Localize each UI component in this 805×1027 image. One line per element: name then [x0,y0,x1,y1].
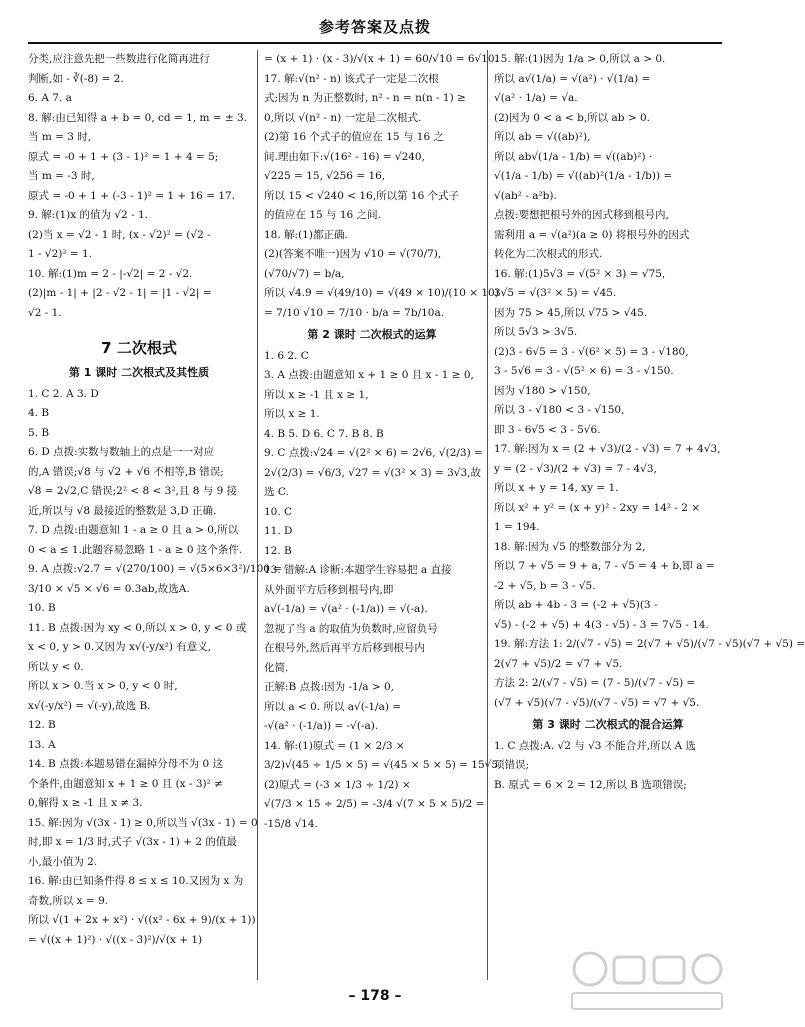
answer-line: √2 - 1. [28,306,62,319]
page-number: – 178 – [348,988,402,1004]
answer-line: 项错误; [494,759,530,771]
answer-line: 16. 解:由已知条件得 8 ≤ x ≤ 10.又因为 x 为 [28,875,244,887]
answer-line: 9. A 点拨:√2.7 = √(270/100) = √(5×6×3²)/100 = [28,563,283,575]
answer-line: 13. 错解:A 诊断:本题学生容易把 a 直接 [264,564,452,576]
answer-line: 所以 x² + y² = (x + y)² - 2xy = 14² - 2 × [494,501,701,514]
answer-line: 0 < a ≤ 1.此题容易忽略 1 - a ≥ 0 这个条件. [28,543,243,556]
page-header [0,10,750,42]
answer-line: 14. B 点拨:本题易错在漏掉分母不为 0 这 [28,758,223,770]
answer-line: (√70/√7) = b/a, [264,267,345,280]
answer-line: 8. 解:由已知得 a + b = 0, cd = 1, m = ± 3. [28,111,248,124]
answer-line: x < 0, y > 0.又因为 x√(-y/x²) 有意义, [28,641,212,653]
answer-line: 0,所以 √(n² - n) 一定是二次根式. [264,111,422,124]
answer-line: -√(a² · (-1/a)) = -√(-a). [264,720,379,732]
column-right [494,50,805,980]
answer-line: 2√(2/3) = √6/3, √27 = √(3² × 3) = 3√3,故 [264,466,482,479]
answer-line: 5. B [28,426,50,439]
answer-line: 当 m = -3 时, [28,170,95,182]
answer-line: = 7/10 √10 = 7/10 · b/a = 7b/10a. [264,306,445,319]
answer-line: 所以 ab + 4b - 3 = (-2 + √5)(3 - [494,599,658,611]
answer-line: 所以 3 - √180 < 3 - √150, [494,404,625,416]
lesson-heading: 第 1 课时 二次根式及其性质 [68,366,210,379]
answer-line: 9. 解:(1)x 的值为 √2 - 1. [28,209,148,221]
answer-line: 6. A 7. a [28,92,72,104]
answer-line: 17. 解:√(n² - n) 该式子一定是二次根 [264,72,439,85]
answer-line: 点拨:要想把根号外的因式移到根号内, [494,209,669,221]
answer-line: 0,解得 x ≥ -1 且 x ≠ 3. [28,797,143,809]
answer-line: 近,所以与 √8 最接近的整数是 3,D 正确. [28,504,217,517]
answer-line: a√(-1/a) = √(a² · (-1/a)) = √(-a). [264,603,428,615]
answer-line: 正解:B 点拨:因为 -1/a > 0, [264,681,394,693]
answer-line: √(ab² - a²b). [494,189,557,202]
answer-line: (2)|m - 1| + |2 - √2 - 1| = |1 - √2| = [28,287,212,299]
answer-line: 判断,如 - ∛(-8) = 2. [28,72,124,85]
watermark-logo [562,947,732,1017]
answer-line: 18. 解:因为 √5 的整数部分为 2, [494,540,646,553]
answer-line: -15/8 √14. [264,817,318,830]
answer-line: √8 = 2√2,C 错误;2² < 8 < 3²,且 8 与 9 接 [28,485,238,497]
answer-line: 在根号外,然后再平方后移到根号内 [264,642,425,654]
answer-line: 3√5 = √(3² × 5) = √45. [494,287,617,299]
answer-line: 10. B [28,602,56,614]
answer-line: 18. 解:(1)都正确. [264,228,348,241]
answer-line: 10. C [264,505,293,518]
answer-line: 所以 5√3 > 3√5. [494,326,578,338]
header-rule [28,42,722,44]
answer-line: 12. B [264,544,292,557]
answer-line: 7. D 点拨:由题意知 1 - a ≥ 0 且 a > 0,所以 [28,524,239,536]
answer-line: 忽视了当 a 的取值为负数时,应留负号 [264,622,438,635]
answer-line: 方法 2: 2/(√7 - √5) = (7 - 5)/(√7 - √5) = [494,677,696,689]
answer-line: 1 - √2)² = 1. [28,248,93,260]
answer-line: (2)3 - 6√5 = 3 - √(6² × 5) = 3 - √180, [494,345,689,358]
answer-line: √(7/3 × 15 ÷ 2/5) = -3/4 √(7 × 5 × 5)/2 = [264,798,485,810]
answer-line: 的,A 错误;√8 与 √2 + √6 不相等,B 错误; [28,465,224,478]
answer-line: (2)当 x = √2 - 1 时, (x - √2)² = (√2 - [28,228,211,241]
answer-line: 3/2)√(45 ÷ 1/5 × 5) = √(45 × 5 × 5) = 15√5. [264,759,502,771]
answer-line: 15. 解:因为 √(3x - 1) ≥ 0,所以当 √(3x - 1) = 0 [28,816,258,829]
answer-line: 化简. [264,661,289,674]
answer-line: 小,最小值为 2. [28,855,98,868]
answer-line: (2)(答案不唯一)因为 √10 = √(70/7), [264,248,442,260]
answer-line: 所以 x ≥ -1 且 x ≥ 1, [264,388,369,401]
answer-line: 3 - 5√6 = 3 - √(5² × 6) = 3 - √150. [494,365,674,377]
column-divider [257,50,258,980]
answer-line: (2)因为 0 < a < b,所以 ab > 0. [494,111,650,124]
answer-line: 14. 解:(1)原式 = (1 × 2/3 × [264,739,405,752]
answer-line: (√7 + √5)(√7 - √5)/(√7 - √5) = √7 + √5. [494,696,700,709]
answer-line: 所以 x > 0.当 x > 0, y < 0 时, [28,680,178,692]
answer-line: (2)原式 = (-3 × 1/3 ÷ 1/2) × [264,778,411,791]
answer-line: 11. D [264,525,293,537]
answer-line: √5) - (-2 + √5) + 4(3 - √5) - 3 = 7√5 - 14. [494,618,709,631]
answer-line: 1. C 点拨:A. √2 与 √3 不能合并,所以 A 选 [494,739,696,752]
answer-line: 所以 ab = √((ab)²), [494,131,591,143]
answer-line: 从外面平方后移到根号内,即 [264,583,394,596]
answer-line: 所以 y < 0. [28,660,84,673]
answer-line: 需利用 a = √(a²)(a ≥ 0) 将根号外的因式 [494,228,690,241]
answer-line: 2(√7 + √5)/2 = √7 + √5. [494,657,623,670]
answer-line: 4. B [28,407,50,419]
answer-line: x√(-y/x²) = √(-y),故选 B. [28,699,151,712]
answer-line: y = (2 - √3)/(2 + √3) = 7 - 4√3, [494,462,657,475]
answer-line: 间.理由如下:√(16² - 16) = √240, [264,150,425,163]
answer-line: √225 = 15, √256 = 16, [264,170,386,182]
answer-line: 1. 6 2. C [264,349,309,362]
answer-line: B. 原式 = 6 × 2 = 12,所以 B 选项错误; [494,778,687,791]
answer-line: 所以 a < 0. 所以 a√(-1/a) = [264,700,402,713]
watermark-icon [562,947,732,1017]
answer-line: = √((x + 1)²) · √((x - 3)²)/√(x + 1) [28,933,203,946]
answer-line: 所以 7 + √5 = 9 + a, 7 - √5 = 4 + b,即 a = [494,560,715,572]
answer-line: 17. 解:因为 x = (2 + √3)/(2 - √3) = 7 + 4√3, [494,443,721,455]
answer-line: (2)第 16 个式子的值应在 15 与 16 之 [264,131,444,143]
answer-line: 4. B 5. D 6. C 7. B 8. B [264,427,384,440]
answer-line: 10. 解:(1)m = 2 - |-√2| = 2 - √2. [28,267,193,280]
lesson-heading: 第 3 课时 二次根式的混合运算 [532,718,684,731]
answer-line: 1. C 2. A 3. D [28,387,99,400]
answer-line: 因为 √180 > √150, [494,384,591,397]
answer-line: 奇数,所以 x = 9. [28,894,109,907]
answer-line: 所以 √(1 + 2x + x²) · √((x² - 6x + 9)/(x + 1)) [28,914,256,926]
answer-line: 因为 75 > 45,所以 √75 > √45. [494,306,648,319]
answer-line: 所以 15 < √240 < 16,所以第 16 个式子 [264,189,460,202]
answer-line: 选 C. [264,486,289,498]
column-middle [264,50,502,980]
answer-line: 16. 解:(1)5√3 = √(5² × 3) = √75, [494,267,666,280]
answer-line: 原式 = -0 + 1 + (3 - 1)² = 1 + 4 = 5; [28,150,219,163]
answer-line: 9. C 点拨:√24 = √(2² × 6) = 2√6, √(2/3) = [264,447,483,459]
answer-line: = (x + 1) · (x - 3)/√(x + 1) = 60/√10 = 6√10. [264,53,498,65]
answer-line: 所以 x ≥ 1. [264,408,320,420]
answer-line: 1 = 194. [494,521,540,533]
answer-line: 所以 ab√(1/a - 1/b) = √((ab)²) · [494,150,653,163]
answer-line: √(1/a - 1/b) = √((ab)²(1/a - 1/b)) = [494,170,673,182]
answer-line: -2 + √5, b = 3 - √5. [494,579,596,592]
answer-line: 转化为二次根式的形式. [494,248,603,260]
answer-line: 所以 √4.9 = √(49/10) = √(49 × 10)/(10 × 10) [264,287,499,299]
answer-line: 13. A [28,738,56,751]
answer-line: 的值应在 15 与 16 之间. [264,209,381,221]
answer-line: 15. 解:(1)因为 1/a > 0,所以 a > 0. [494,53,666,65]
answer-line: 个条件,由题意知 x + 1 ≥ 0 且 (x - 3)² ≠ [28,777,223,790]
answer-line: 式;因为 n 为正整数时, n² - n = n(n - 1) ≥ [264,92,466,104]
answer-line: 即 3 - 6√5 < 3 - 5√6. [494,423,601,436]
column-divider [487,50,488,980]
lesson-heading: 第 2 课时 二次根式的运算 [307,328,437,341]
answer-line: 19. 解:方法 1: 2/(√7 - √5) = 2(√7 + √5)/(√7 - √5)(√7 + √5) = [494,638,805,650]
answer-columns [28,50,805,980]
answer-line: 分类,应注意先把一些数进行化简再进行 [28,53,210,65]
answer-line: 时,即 x = 1/3 时,式子 √(3x - 1) + 2 的值最 [28,836,237,848]
header-title: 参考答案及点拨 [318,18,431,36]
section-title: 7 二次根式 [101,339,177,357]
answer-line: √(a² · 1/a) = √a. [494,92,578,104]
answer-line: 3/10 × √5 × √6 = 0.3ab,故选A. [28,582,190,595]
answer-line: 3. A 点拨:由题意知 x + 1 ≥ 0 且 x - 1 ≥ 0, [264,369,474,381]
answer-line: 所以 a√(1/a) = √(a²) · √(1/a) = [494,72,651,85]
answer-line: 当 m = 3 时, [28,131,92,143]
answer-line: 11. B 点拨:因为 xy < 0,所以 x > 0, y < 0 或 [28,621,247,634]
answer-line: 6. D 点拨:实数与数轴上的点是一一对应 [28,446,215,458]
answer-line: 12. B [28,719,56,731]
answer-line: 原式 = -0 + 1 + (-3 - 1)² = 1 + 16 = 17. [28,189,236,202]
answer-line: 所以 x + y = 14, xy = 1. [494,482,619,494]
